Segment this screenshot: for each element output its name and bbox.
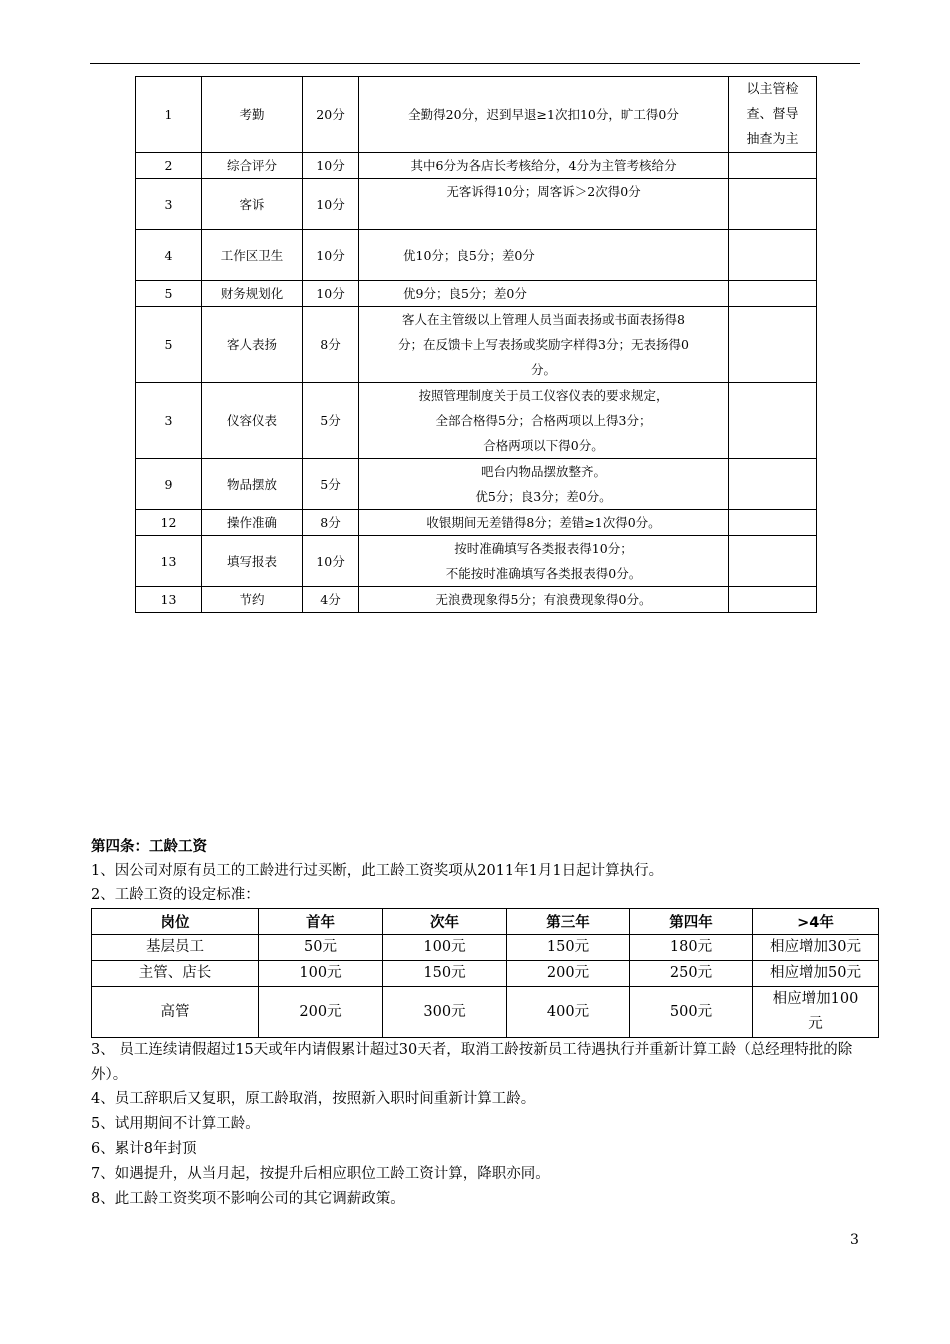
wage-cell: 200元 xyxy=(259,987,383,1038)
paragraph: 6、累计8年封顶 xyxy=(91,1141,197,1157)
item-criteria: 按照管理制度关于员工仪容仪表的要求规定， 全部合格得5分；合格两项以上得3分； 合格两项以下得0分。 xyxy=(359,383,729,459)
row-number: 1 xyxy=(136,77,202,153)
table-row xyxy=(92,935,879,961)
row-number: 2 xyxy=(136,153,202,179)
position-cell: 主管、店长 xyxy=(92,961,259,987)
wage-cell: 相应增加50元 xyxy=(753,961,879,987)
item-points: 8分 xyxy=(303,307,359,383)
empty-cell xyxy=(729,536,817,587)
item-name: 操作准确 xyxy=(202,510,303,536)
item-criteria: 优10分；良5分；差0分 xyxy=(359,230,729,281)
item-name: 客人表扬 xyxy=(202,307,303,383)
item-points: 8分 xyxy=(303,510,359,536)
item-criteria: 全勤得20分，迟到早退≥1次扣10分，旷工得0分 xyxy=(359,77,729,153)
row-number: 5 xyxy=(136,281,202,307)
item-points: 10分 xyxy=(303,230,359,281)
empty-cell xyxy=(729,510,817,536)
position-cell: 基层员工 xyxy=(92,935,259,961)
column-header: 首年 xyxy=(259,909,383,935)
item-name: 综合评分 xyxy=(202,153,303,179)
wage-cell: 250元 xyxy=(630,961,753,987)
wage-cell: 50元 xyxy=(259,935,383,961)
paragraph: 7、如遇提升，从当月起，按提升后相应职位工龄工资计算，降职亦同。 xyxy=(91,1166,550,1182)
paragraph: 4、员工辞职后又复职，原工龄取消，按照新入职时间重新计算工龄。 xyxy=(91,1091,536,1107)
table-row xyxy=(136,281,817,307)
table-row xyxy=(136,459,817,510)
wage-cell: 180元 xyxy=(630,935,753,961)
row-number: 9 xyxy=(136,459,202,510)
score-table xyxy=(135,76,817,613)
table-row xyxy=(136,77,817,153)
item-criteria: 收银期间无差错得8分；差错≥1次得0分。 xyxy=(359,510,729,536)
item-name: 财务规划化 xyxy=(202,281,303,307)
item-criteria: 其中6分为各店长考核给分，4分为主管考核给分 xyxy=(359,153,729,179)
wage-cell: 400元 xyxy=(507,987,630,1038)
wage-cell: 相应增加30元 xyxy=(753,935,879,961)
item-criteria: 按时准确填写各类报表得10分； 不能按时准确填写各类报表得0分。 xyxy=(359,536,729,587)
check-method-note: 以主管检 查、督导 抽查为主 xyxy=(729,77,817,153)
empty-cell xyxy=(729,307,817,383)
wage-cell: 150元 xyxy=(507,935,630,961)
item-points: 10分 xyxy=(303,281,359,307)
item-points: 5分 xyxy=(303,459,359,510)
empty-cell xyxy=(729,281,817,307)
page-number: 3 xyxy=(850,1232,859,1248)
column-header: 第三年 xyxy=(507,909,630,935)
item-name: 填写报表 xyxy=(202,536,303,587)
item-name: 工作区卫生 xyxy=(202,230,303,281)
table-row xyxy=(136,510,817,536)
column-header: 第四年 xyxy=(630,909,753,935)
wage-cell: 200元 xyxy=(507,961,630,987)
paragraph: 1、因公司对原有员工的工龄进行过买断，此工龄工资奖项从2011年1月1日起计算执行。 xyxy=(91,863,664,879)
row-number: 3 xyxy=(136,179,202,230)
table-row xyxy=(136,179,817,230)
table-row xyxy=(92,961,879,987)
row-number: 3 xyxy=(136,383,202,459)
item-criteria: 无客诉得10分；周客诉＞2次得0分 xyxy=(359,179,729,230)
item-criteria: 客人在主管级以上管理人员当面表扬或书面表扬得8 分；在反馈卡上写表扬或奖励字样得3分；无表扬得0 分。 xyxy=(359,307,729,383)
item-name: 考勤 xyxy=(202,77,303,153)
row-number: 12 xyxy=(136,510,202,536)
position-cell: 高管 xyxy=(92,987,259,1038)
item-points: 20分 xyxy=(303,77,359,153)
paragraph: 5、试用期间不计算工龄。 xyxy=(91,1116,260,1132)
item-points: 10分 xyxy=(303,536,359,587)
table-header-row xyxy=(92,909,879,935)
table-row xyxy=(136,587,817,613)
item-points: 10分 xyxy=(303,153,359,179)
item-name: 物品摆放 xyxy=(202,459,303,510)
row-number: 13 xyxy=(136,536,202,587)
item-criteria: 无浪费现象得5分；有浪费现象得0分。 xyxy=(359,587,729,613)
wage-cell: 150元 xyxy=(383,961,507,987)
empty-cell xyxy=(729,587,817,613)
item-name: 仪容仪表 xyxy=(202,383,303,459)
table-row xyxy=(136,536,817,587)
section-heading: 第四条：工龄工资 xyxy=(91,838,207,855)
paragraph: 2、工龄工资的设定标准： xyxy=(91,887,260,903)
item-criteria: 优9分；良5分；差0分 xyxy=(359,281,729,307)
empty-cell xyxy=(729,179,817,230)
empty-cell xyxy=(729,383,817,459)
empty-cell xyxy=(729,459,817,510)
row-number: 13 xyxy=(136,587,202,613)
wage-cell: 100元 xyxy=(383,935,507,961)
item-points: 10分 xyxy=(303,179,359,230)
seniority-wage-table xyxy=(91,908,879,1038)
table-row xyxy=(136,307,817,383)
header-rule xyxy=(90,63,860,64)
wage-cell: 500元 xyxy=(630,987,753,1038)
wage-cell: 300元 xyxy=(383,987,507,1038)
table-row xyxy=(136,153,817,179)
row-number: 4 xyxy=(136,230,202,281)
item-points: 5分 xyxy=(303,383,359,459)
row-number: 5 xyxy=(136,307,202,383)
column-header: 次年 xyxy=(383,909,507,935)
table-row xyxy=(136,230,817,281)
item-points: 4分 xyxy=(303,587,359,613)
wage-cell: 100元 xyxy=(259,961,383,987)
wage-cell: 相应增加100元 xyxy=(753,987,879,1038)
table-row xyxy=(92,987,879,1038)
empty-cell xyxy=(729,153,817,179)
column-header: >4年 xyxy=(753,909,879,935)
item-name: 客诉 xyxy=(202,179,303,230)
empty-cell xyxy=(729,230,817,281)
paragraph: 3、 员工连续请假超过15天或年内请假累计超过30天者，取消工龄按新员工待遇执行并重新计算工龄（总经理特批的除外）。 xyxy=(91,1042,853,1083)
item-criteria: 吧台内物品摆放整齐。 优5分；良3分；差0分。 xyxy=(359,459,729,510)
column-header: 岗位 xyxy=(92,909,259,935)
paragraph: 8、此工龄工资奖项不影响公司的其它调薪政策。 xyxy=(91,1191,405,1207)
item-name: 节约 xyxy=(202,587,303,613)
table-row xyxy=(136,383,817,459)
